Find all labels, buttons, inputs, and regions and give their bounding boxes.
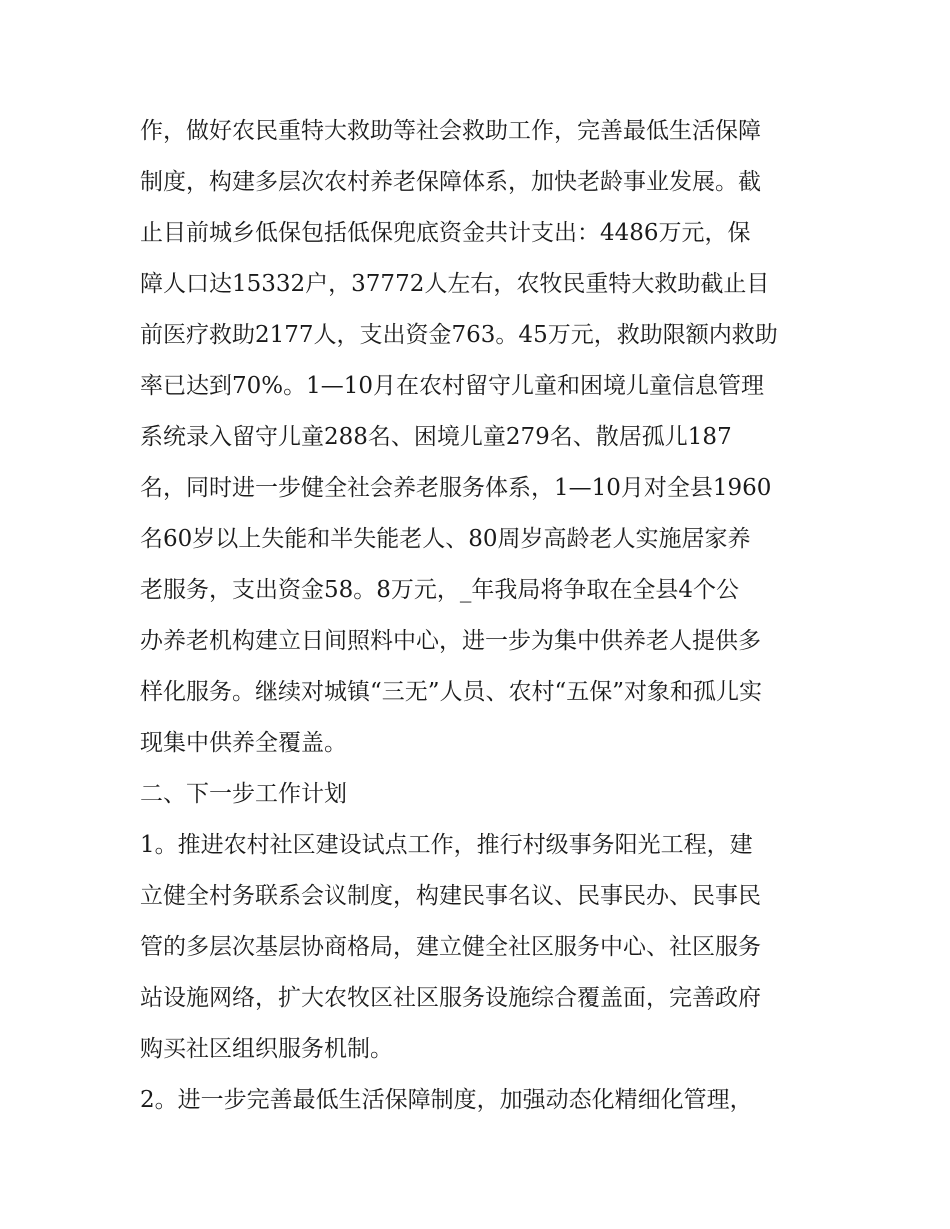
- text-line-17: 管的多层次基层协商格局，建立健全社区服务中心、社区服务: [140, 934, 761, 960]
- text-line-12: 样化服务。继续对城镇“三无”人员、农村“五保”对象和孤儿实: [140, 679, 763, 705]
- text-line-19: 购买社区组织服务机制。: [140, 1036, 393, 1062]
- text-line-3: 止目前城乡低保包括低保兜底资金共计支出：4486万元，保: [140, 220, 751, 246]
- text-line-2: 制度，构建多层次农村养老保障体系，加快老龄事业发展。截: [140, 169, 761, 195]
- text-line-13: 现集中供养全覆盖。: [140, 730, 347, 756]
- text-line-8: 名，同时进一步健全社会养老服务体系，1—10月对全县1960: [140, 475, 772, 501]
- text-line-5: 前医疗救助2177人，支出资金763。45万元，救助限额内救助: [140, 322, 778, 348]
- text-line-1: 作，做好农民重特大救助等社会救助工作，完善最低生活保障: [140, 118, 761, 144]
- text-line-9: 名60岁以上失能和半失能老人、80周岁高龄老人实施居家养: [140, 526, 751, 552]
- text-line-15: 1。推进农村社区建设试点工作，推行村级事务阳光工程，建: [140, 832, 753, 858]
- text-line-4: 障人口达15332户，37772人左右，农牧民重特大救助截止目: [140, 271, 770, 297]
- text-line-7: 系统录入留守儿童288名、困境儿童279名、散居孤儿187: [140, 424, 732, 450]
- text-line-16: 立健全村务联系会议制度，构建民事名议、民事民办、民事民: [140, 883, 761, 909]
- text-line-6: 率已达到70%。1—10月在农村留守儿童和困境儿童信息管理: [140, 373, 765, 399]
- body-text: [140, 106, 820, 1126]
- text-line-18: 站设施网络，扩大农牧区社区服务设施综合覆盖面，完善政府: [140, 985, 761, 1011]
- text-line-20: 2。进一步完善最低生活保障制度，加强动态化精细化管理，: [140, 1087, 753, 1113]
- section-heading: 二、下一步工作计划: [140, 781, 347, 807]
- text-line-11: 办养老机构建立日间照料中心，进一步为集中供养老人提供多: [140, 628, 761, 654]
- text-line-10: 老服务，支出资金58。8万元，_年我局将争取在全县4个公: [140, 577, 740, 603]
